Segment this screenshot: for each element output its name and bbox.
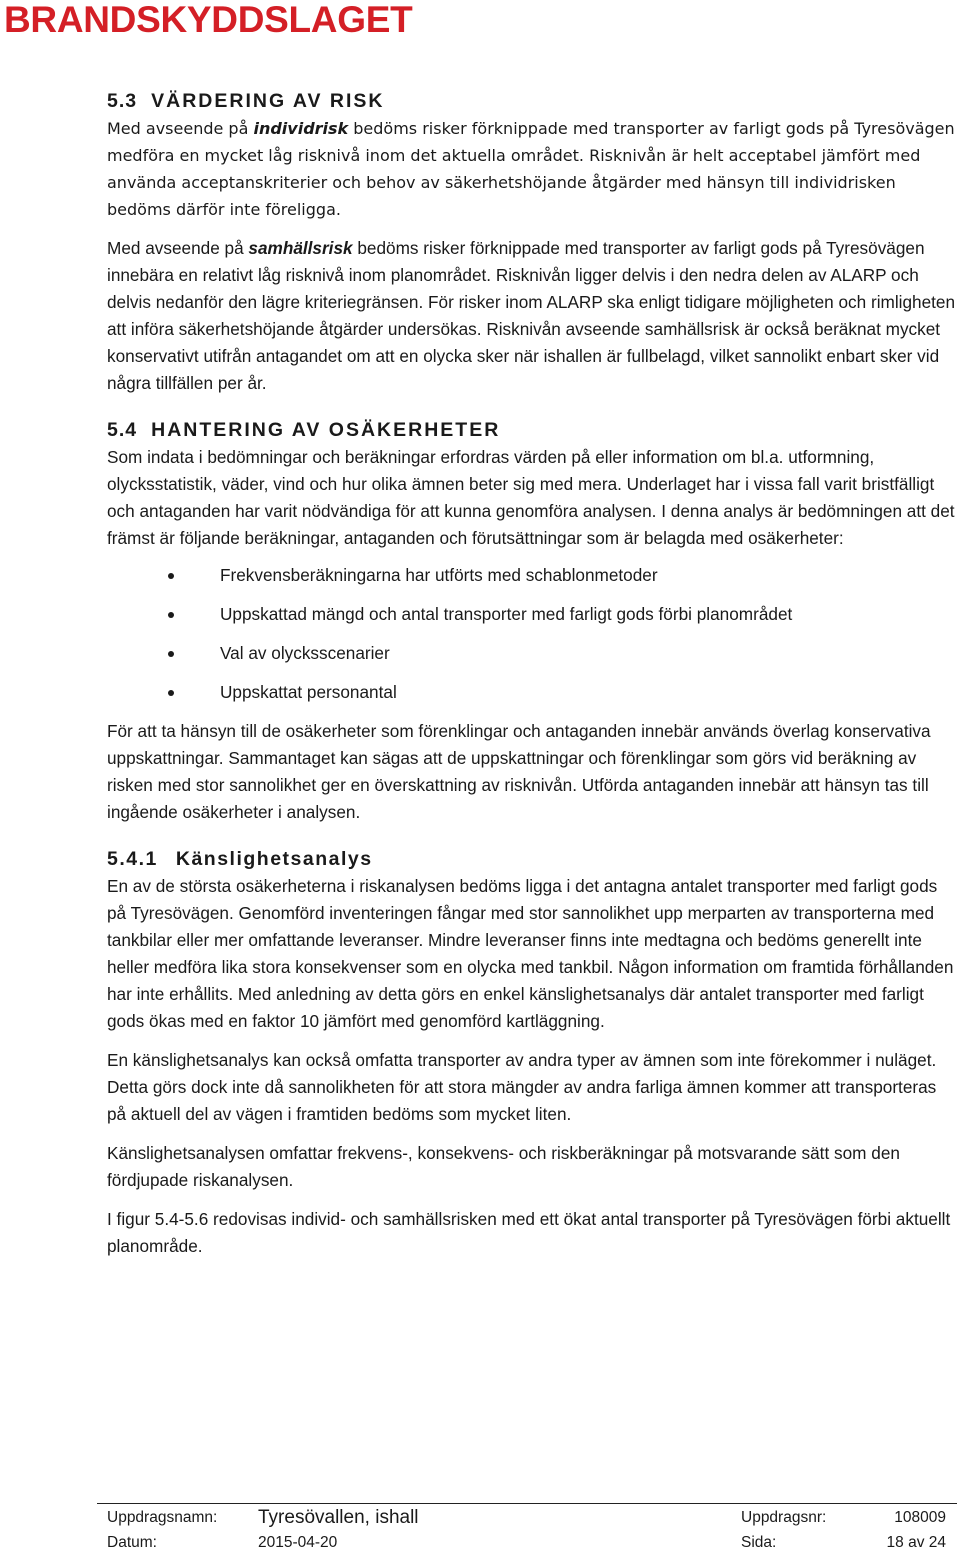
section-number: 5.4 xyxy=(107,419,138,441)
section-number: 5.4.1 xyxy=(107,848,158,870)
section-title: VÄRDERING AV RISK xyxy=(151,90,385,112)
paragraph-kanslighet-4: I figur 5.4-5.6 redovisas individ- och samhällsrisken med ett ökat antal transporter på Tyresövägen förbi aktuellt planområde. xyxy=(107,1209,951,1256)
bullet-icon xyxy=(168,651,174,657)
section-5-3-heading xyxy=(107,88,957,115)
brand-logo: BRANDSKYDDSLAGET xyxy=(4,0,413,40)
list-item-text: Uppskattat personantal xyxy=(220,682,397,702)
list-item xyxy=(107,640,957,667)
document-body xyxy=(107,88,957,1260)
paragraph-individrisk xyxy=(107,115,957,223)
list-item-text: Uppskattad mängd och antal transporter med farligt gods förbi planområdet xyxy=(220,604,793,624)
list-item-text: Val av olycksscenarier xyxy=(220,643,390,663)
date-label: Datum: xyxy=(107,1534,157,1551)
uncertainty-list xyxy=(107,562,957,706)
section-number: 5.3 xyxy=(107,90,138,112)
paragraph-kanslighet-3: Känslighetsanalysen omfattar frekvens-, konsekvens- och riskberäkningar på motsvarande sätt som den fördjupade riskanalysen. xyxy=(107,1143,900,1190)
text-run: Med avseende på xyxy=(107,119,254,138)
text-run: bedöms risker förknippade med transporter av farligt gods på Tyresövägen medföra en mycket låg risknivå inom det aktuella området. Risknivån är helt acceptabel jämfört med använda acceptanskriterier och behov av säkerhetshöjande åtgärder med hänsyn till individrisken bedöms därför inte föreligga. xyxy=(107,119,955,219)
assignment-name-label: Uppdragsnamn: xyxy=(107,1509,218,1526)
emphasis-individrisk: individrisk xyxy=(253,119,349,138)
list-item xyxy=(107,679,957,706)
paragraph-kanslighet-1: En av de största osäkerheterna i riskanalysen bedöms ligga i det antagna antalet transporter med farligt gods på Tyresövägen. Genomförd inventeringen fångar med stor sannolikhet upp merparten av transporterna med tankbilar eller mer omfattande leveranser. Mindre leveranser finns inte medtagna och bedöms generellt inte heller medföra lika stora konsekvenser som en olycka med tankbil. Någon information om framtida förhållanden har inte erhållits. Med anledning av detta görs en enkel känslighetsanalys där antalet transporter med farligt gods ökas med en faktor 10 jämfört med genomförd kartläggning. xyxy=(107,876,954,1031)
section-title: HANTERING AV OSÄKERHETER xyxy=(151,419,501,441)
text-run: Med avseende på xyxy=(107,238,249,258)
section-5-4-1-heading xyxy=(107,846,957,873)
assignment-name: Tyresövallen, ishall xyxy=(258,1507,419,1528)
emphasis-samhallsrisk: samhällsrisk xyxy=(248,238,353,258)
paragraph-samhallsrisk xyxy=(107,235,957,397)
footer-divider xyxy=(97,1503,957,1504)
bullet-icon xyxy=(168,573,174,579)
date-value: 2015-04-20 xyxy=(258,1534,338,1551)
section-5-4-heading xyxy=(107,417,957,444)
text-run: bedöms risker förknippade med transporter av farligt gods på Tyresövägen innebära en relativt låg risknivå inom planområdet. Risknivån ligger delvis i den nedra delen av ALARP och delvis nedanför den lägre kriteriegränsen. För risker inom ALARP ska enligt tidigare möjligheten och rimligheten att införa säkerhetshöjande åtgärder undersökas. Risknivån avseende samhällsrisk är också beräknat mycket konservativt utifrån antagandet om att en olycka sker när ishallen är fullbelagd, vilket sannolikt enbart sker vid några tillfällen per år. xyxy=(107,238,956,393)
list-item xyxy=(107,562,957,589)
paragraph-kanslighet-2: En känslighetsanalys kan också omfatta transporter av andra typer av ämnen som inte förekommer i nuläget. Detta görs dock inte då sannolikheten för att stora mängder av andra farliga ämnen kommer att transporteras på aktuell del av vägen i framtiden bedöms som mycket liten. xyxy=(107,1050,937,1124)
paragraph-konservativa: För att ta hänsyn till de osäkerheter som förenklingar och antaganden innebär används överlag konservativa uppskattningar. Sammantaget kan sägas att de uppskattningar och förenklingar som görs vid beräkning av risken med stor sannolikhet ger en överskattning av risknivån. Utförda antaganden innebär att hänsyn tas till ingående osäkerheter i analysen. xyxy=(107,721,931,822)
bullet-icon xyxy=(168,612,174,618)
assignment-no: 108009 xyxy=(894,1509,946,1526)
list-item-text: Frekvensberäkningarna har utförts med schablonmetoder xyxy=(220,565,658,585)
page-number: 18 av 24 xyxy=(886,1534,946,1551)
section-title: Känslighetsanalys xyxy=(175,848,373,870)
page-label: Sida: xyxy=(741,1534,777,1551)
paragraph-osakerheter: Som indata i bedömningar och beräkningar erfordras värden på eller information om bl.a. utformning, olycksstatistik, väder, vind och hur olika ämnen beter sig med mera. Underlaget har i vissa fall varit bristfälligt och antaganden har varit nödvändiga för att kunna genomföra analysen. I denna analys är bedömningen att det främst är följande beräkningar, antaganden och förutsättningar som är belagda med osäkerheter: xyxy=(107,447,955,548)
bullet-icon xyxy=(168,690,174,696)
assignment-no-label: Uppdragsnr: xyxy=(741,1509,827,1526)
list-item xyxy=(107,601,957,628)
